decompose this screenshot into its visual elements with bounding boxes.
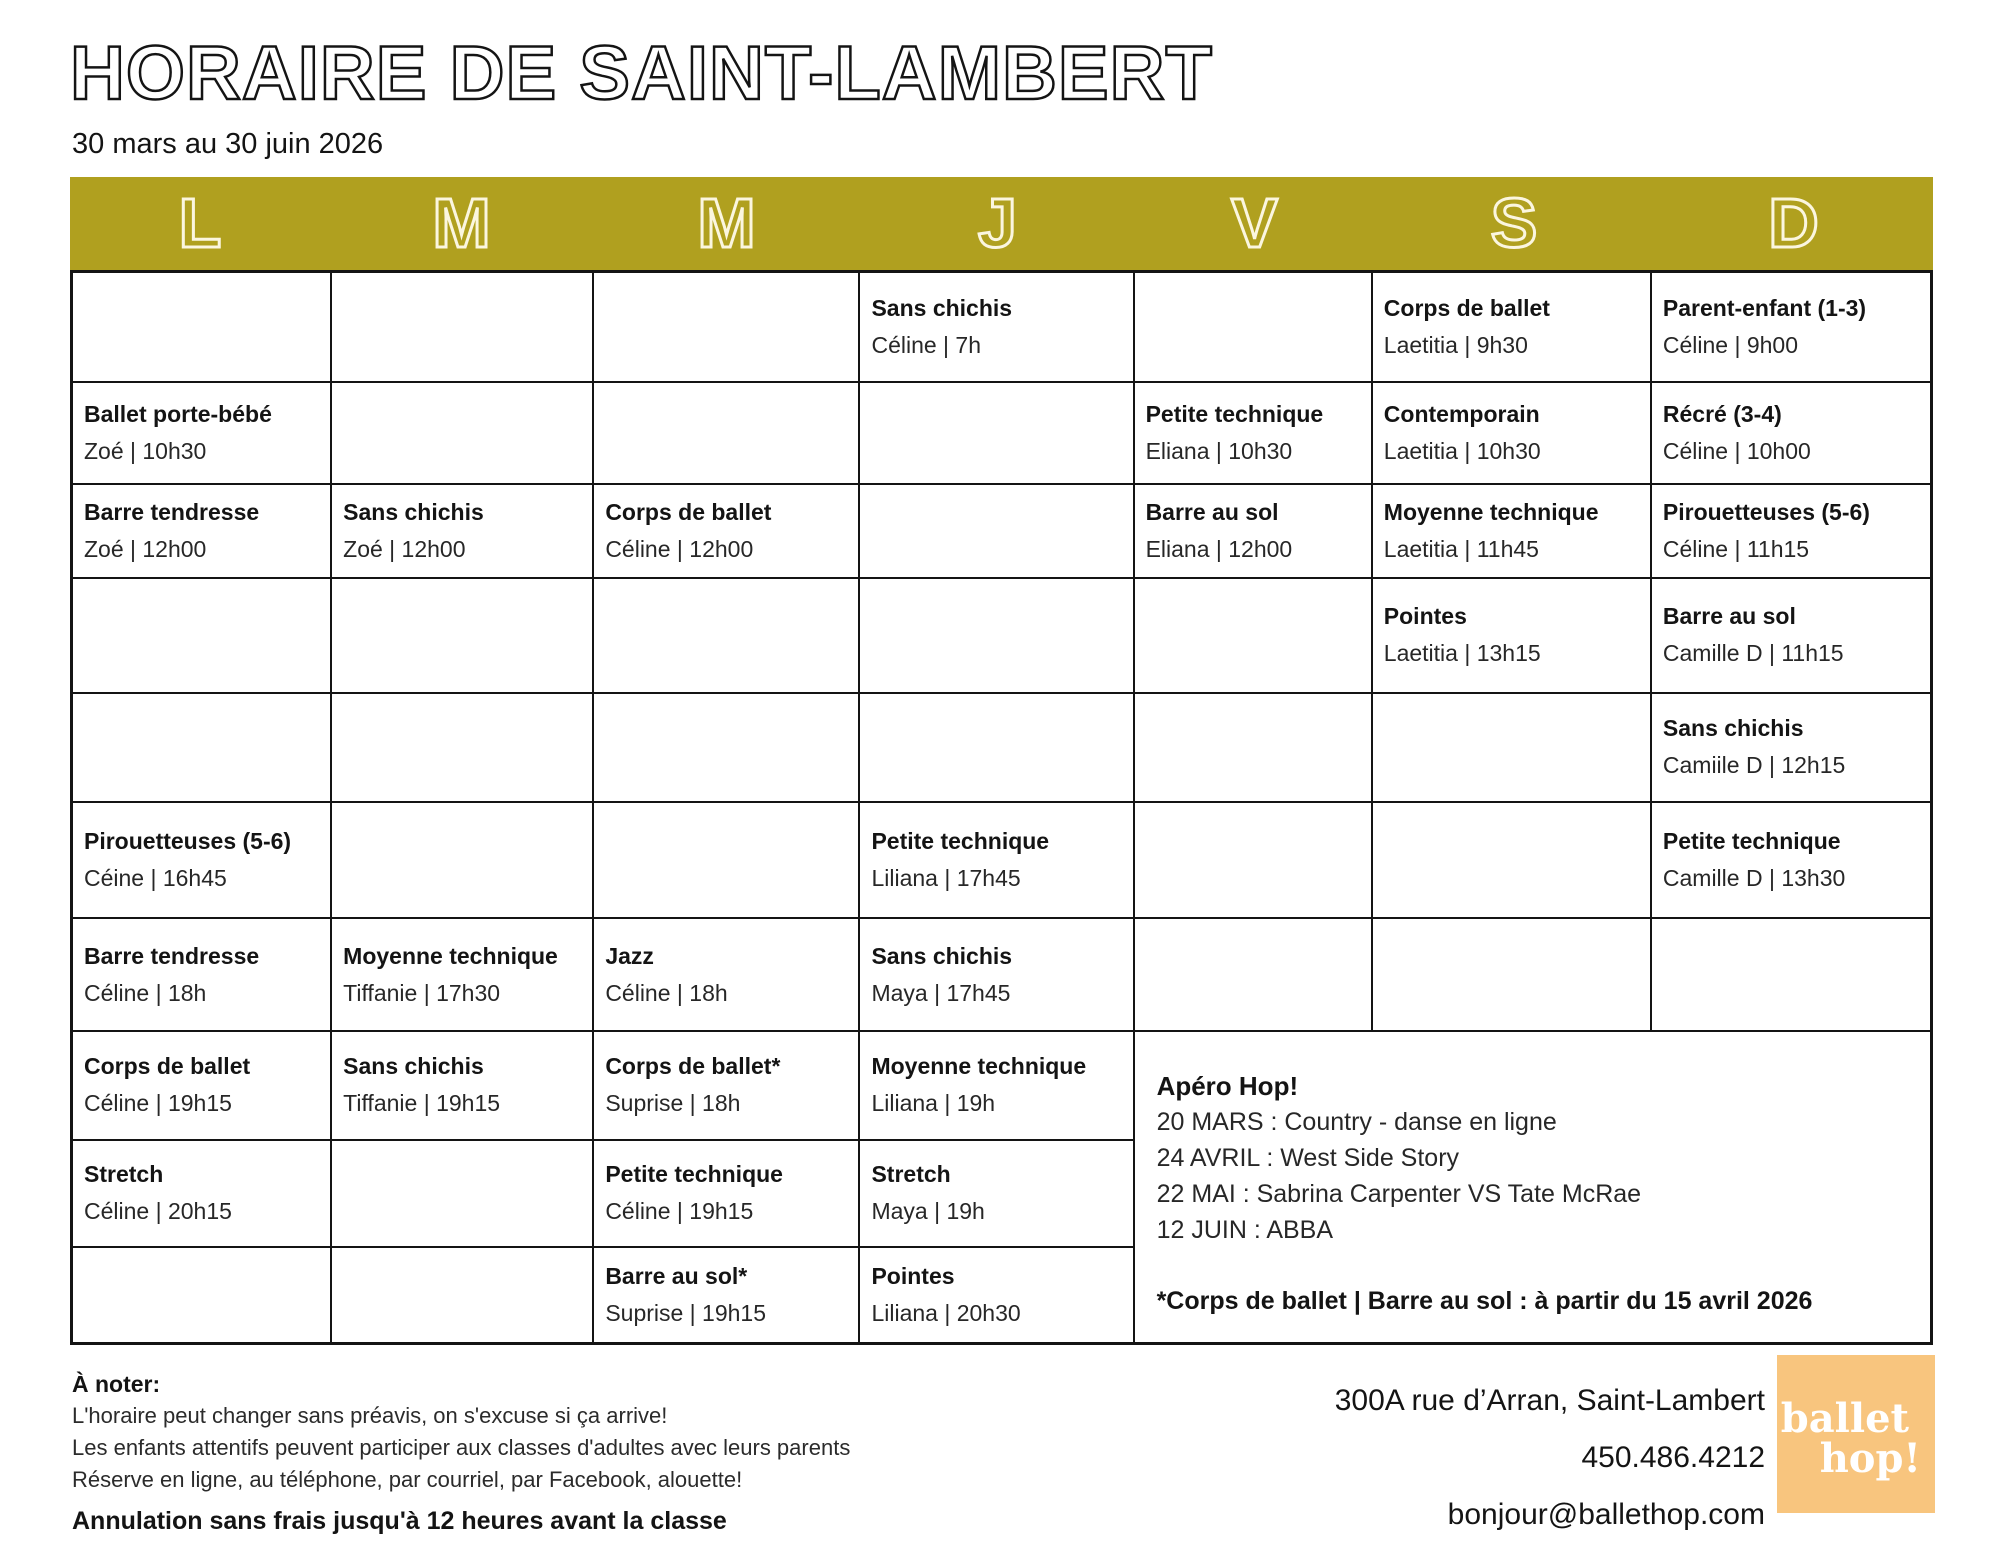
class-cell [1373,273,1652,383]
class-cell [1652,383,1930,484]
class-cell [73,1032,332,1141]
class-teacher-time: Céline | 19h15 [605,1198,754,1225]
class-cell [1135,383,1373,484]
footer-notes [72,1368,850,1538]
empty-cell [1373,919,1652,1031]
class-name: Parent-enfant (1-3) [1662,295,1867,322]
empty-cell [860,579,1134,693]
class-name: Ballet porte-bébé [84,401,272,428]
class-teacher-time: Zoé | 10h30 [84,438,207,465]
class-name: Corps de ballet [84,1053,251,1080]
class-cell [1373,485,1652,579]
class-teacher-time: Zoé | 12h00 [343,536,466,563]
class-name: Récré (3-4) [1662,401,1782,428]
empty-cell [332,803,594,919]
empty-cell [860,694,1134,803]
class-teacher-time: Céline | 12h00 [605,536,754,563]
apero-footnote: *Corps de ballet | Barre au sol : à partir du 15 avril 2026 [1156,1286,1813,1315]
class-cell [1373,579,1652,693]
class-cell [332,485,594,579]
class-cell [860,803,1134,919]
empty-cell [594,273,860,383]
empty-cell [594,383,860,484]
empty-cell [1652,919,1930,1031]
empty-cell [1135,579,1373,693]
class-teacher-time: Tiffanie | 17h30 [343,979,501,1006]
apero-title: Apéro Hop! [1156,1070,1299,1101]
note-line: L'horaire peut changer sans préavis, on s'excuse si ça arrive! [72,1403,668,1428]
class-name: Sans chichis [1662,715,1804,742]
class-name: Pirouetteuses (5-6) [1662,499,1870,526]
class-name: Barre tendresse [84,499,260,526]
empty-cell [332,1141,594,1247]
class-cell [594,1032,860,1141]
class-cell [1652,579,1930,693]
class-cell [860,1141,1134,1247]
class-cell [1652,694,1930,803]
class-cell [594,919,860,1031]
class-teacher-time: Liliana | 19h [871,1090,996,1117]
class-teacher-time: Suprise | 19h15 [605,1299,767,1326]
empty-cell [860,485,1134,579]
empty-cell [332,273,594,383]
class-name: Pointes [871,1262,955,1289]
class-cell [1652,803,1930,919]
class-name: Barre tendresse [84,942,260,969]
class-name: Sans chichis [343,499,484,526]
class-cell [73,803,332,919]
contact-address: 300A rue d’Arran, Saint-Lambert [1334,1384,1765,1417]
class-name: Sans chichis [871,942,1013,969]
weekday-letter: L [178,184,222,262]
cancellation-policy: Annulation sans frais jusqu'à 12 heures avant la classe [72,1507,727,1535]
notes-heading: À noter: [72,1371,161,1397]
empty-cell [332,383,594,484]
class-teacher-time: Zoé | 12h00 [84,536,207,563]
weekday-letter: J [978,184,1017,262]
class-name: Moyenne technique [871,1053,1087,1080]
class-teacher-time: Tiffanie | 19h15 [343,1090,501,1117]
class-cell [73,1141,332,1247]
class-teacher-time: Camiile D | 12h15 [1662,752,1846,779]
class-teacher-time: Céline | 10h00 [1662,438,1811,465]
class-cell [73,919,332,1031]
empty-cell [73,694,332,803]
class-teacher-time: Liliana | 17h45 [871,865,1021,892]
class-cell [860,919,1134,1031]
date-range: 30 mars au 30 juin 2026 [72,128,384,160]
class-teacher-time: Céline | 18h [605,979,728,1006]
empty-cell [594,803,860,919]
class-teacher-time: Laetitia | 10h30 [1383,438,1541,465]
empty-cell [1135,694,1373,803]
class-cell [860,1248,1134,1342]
weekday-letter: S [1490,184,1538,262]
class-cell [73,485,332,579]
class-name: Barre au sol [1662,603,1796,630]
class-teacher-time: Eliana | 10h30 [1145,438,1293,465]
apero-event: 24 AVRIL : West Side Story [1156,1143,1460,1172]
class-cell [860,273,1134,383]
class-teacher-time: Laetitia | 11h45 [1383,536,1539,563]
class-teacher-time: Camille D | 11h15 [1662,640,1844,667]
class-name: Corps de ballet* [605,1053,781,1080]
empty-cell [1135,803,1373,919]
empty-cell [1373,803,1652,919]
empty-cell [594,694,860,803]
class-teacher-time: Céline | 18h [84,979,207,1006]
class-cell [73,383,332,484]
empty-cell [73,1248,332,1342]
class-name: Petite technique [871,828,1050,855]
class-cell [594,485,860,579]
apero-event: 22 MAI : Sabrina Carpenter VS Tate McRae [1156,1179,1642,1208]
class-name: Moyenne technique [343,942,558,969]
class-cell [860,1032,1134,1141]
class-teacher-time: Maya | 19h [871,1198,985,1225]
class-teacher-time: Céline | 19h15 [84,1090,232,1117]
class-teacher-time: Céline | 11h15 [1662,536,1810,563]
class-cell [594,1248,860,1342]
schedule-grid [70,270,1933,1345]
apero-event: 12 JUIN : ABBA [1156,1215,1334,1244]
ballet-hop-logo [1777,1355,1935,1513]
empty-cell [73,579,332,693]
class-name: Barre au sol [1145,499,1279,526]
class-name: Sans chichis [343,1053,484,1080]
class-name: Stretch [84,1161,164,1188]
class-teacher-time: Camille D | 13h30 [1662,865,1846,892]
class-teacher-time: Liliana | 20h30 [871,1299,1021,1326]
class-teacher-time: Maya | 17h45 [871,979,1011,1006]
class-cell [594,1141,860,1247]
class-cell [332,1032,594,1141]
note-line: Les enfants attentifs peuvent participer aux classes d'adultes avec leurs parents [72,1435,851,1460]
empty-cell [73,273,332,383]
class-name: Moyenne technique [1383,499,1599,526]
class-teacher-time: Céline | 7h [871,332,981,359]
weekday-letter: V [1231,184,1278,262]
empty-cell [1373,694,1652,803]
apero-event: 20 MARS : Country - danse en ligne [1156,1107,1557,1136]
empty-cell [1135,919,1373,1031]
note-line: Réserve en ligne, au téléphone, par courriel, par Facebook, alouette! [72,1467,743,1492]
logo-line-1: ballet [1780,1395,1909,1442]
class-name: Barre au sol* [605,1262,748,1289]
weekday-letter: D [1768,184,1819,262]
class-name: Petite technique [1662,828,1841,855]
class-name: Pirouetteuses (5-6) [84,828,292,855]
empty-cell [332,579,594,693]
apero-note-cell [1135,1032,1930,1342]
class-teacher-time: Céline | 9h00 [1662,332,1799,359]
class-teacher-time: Laetitia | 13h15 [1383,640,1541,667]
weekday-letter: M [432,184,491,262]
class-cell [332,919,594,1031]
class-teacher-time: Céline | 20h15 [84,1198,232,1225]
class-name: Stretch [871,1161,951,1188]
class-name: Corps de ballet [605,499,772,526]
class-name: Jazz [605,942,654,969]
contact-info [1335,1372,1765,1543]
class-cell [1373,383,1652,484]
empty-cell [332,694,594,803]
class-cell [1652,273,1930,383]
class-name: Corps de ballet [1383,295,1550,322]
class-teacher-time: Céine | 16h45 [84,865,227,892]
empty-cell [332,1248,594,1342]
logo-line-2: hop! [1819,1435,1921,1482]
weekday-letter: M [697,184,756,262]
class-teacher-time: Eliana | 12h00 [1145,536,1293,563]
class-name: Petite technique [1145,401,1324,428]
class-cell [1135,485,1373,579]
class-teacher-time: Suprise | 18h [605,1090,741,1117]
page-title: HORAIRE DE SAINT-LAMBERT [70,31,1213,116]
class-name: Pointes [1383,603,1467,630]
empty-cell [1135,273,1373,383]
class-teacher-time: Laetitia | 9h30 [1383,332,1528,359]
class-name: Petite technique [605,1161,783,1188]
empty-cell [860,383,1134,484]
class-cell [1652,485,1930,579]
contact-email: bonjour@ballethop.com [1447,1498,1765,1531]
class-name: Contemporain [1383,401,1540,428]
class-name: Sans chichis [871,295,1013,322]
weekday-header-row [70,177,1933,270]
contact-phone: 450.486.4212 [1581,1441,1765,1474]
empty-cell [594,579,860,693]
